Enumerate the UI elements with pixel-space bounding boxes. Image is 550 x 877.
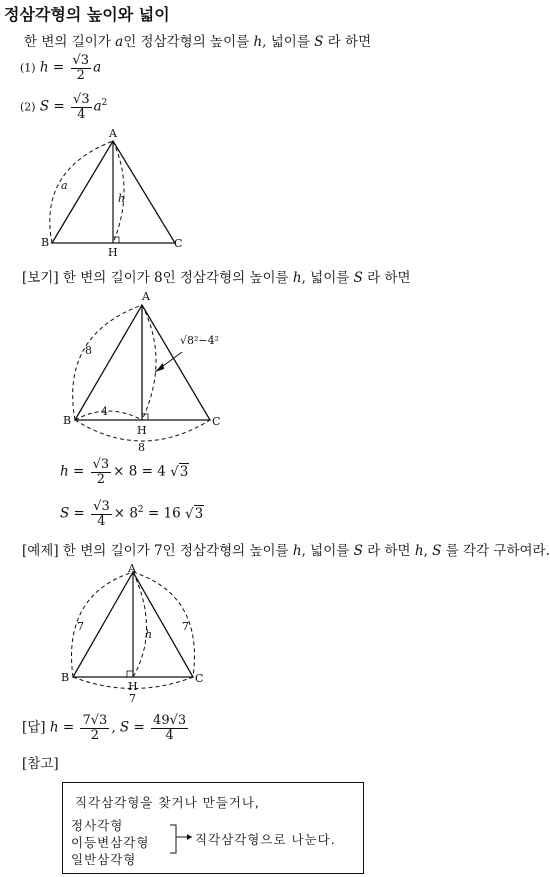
half-label: 4 <box>101 405 108 418</box>
note-item-square: 정사각형 <box>71 818 124 833</box>
foot-h-label: H <box>137 424 147 437</box>
page-title: 정삼각형의 높이와 넓이 <box>4 5 170 24</box>
base-label: 8 <box>138 441 145 454</box>
vertex-a-label: A <box>109 127 117 140</box>
vertex-b-label: B <box>61 671 70 684</box>
vertex-a-label: A <box>142 290 150 303</box>
right-side-label: 7 <box>182 620 189 633</box>
example-text: [보기] 한 변의 길이가 8인 정삼각형의 높이를 h, 넓이를 S 라 하면 <box>22 270 411 286</box>
height-label: h <box>145 628 153 641</box>
foot-h-label: H <box>128 680 138 693</box>
intro-text: 한 변의 길이가 a인 정삼각형의 높이를 h, 넓이를 S 라 하면 <box>24 34 372 50</box>
example-area-solution: S = $\frac{√3}{4}$ × $8^2 = 16$ √3 <box>60 499 204 529</box>
example-height-solution: h = $\frac{√3}{2}$ × 8 = 4 √3 <box>60 457 189 487</box>
vertex-b-label: B <box>63 414 72 427</box>
note-line1: 직각삼각형을 찾거나 만들거나, <box>75 795 260 810</box>
side-label: a <box>61 179 68 192</box>
right-angle-mark <box>127 671 133 677</box>
vertex-a-label: A <box>128 562 136 575</box>
foot-h-label: H <box>108 246 118 259</box>
vertex-b-label: B <box>41 236 50 249</box>
left-side-label: 7 <box>77 620 84 633</box>
vertex-c-label: C <box>174 237 183 250</box>
height-label: h <box>118 192 126 205</box>
answer-text: [답] h = $\frac{7√3}{2}$ , S = $\frac{49√3}{4}$ <box>22 713 187 743</box>
note-item-isosceles: 이등변삼각형 <box>71 835 150 850</box>
note-item-general: 일반삼각형 <box>71 852 137 867</box>
note-box <box>62 782 364 874</box>
exercise-text: [예제] 한 변의 길이가 7인 정삼각형의 높이를 h, 넓이를 S 라 하면 h, S 를 각각 구하여라. <box>22 543 550 559</box>
vertex-c-label: C <box>195 672 204 685</box>
formula-height: (1) h = $\frac{√3}{2}$ a <box>20 53 102 83</box>
bracket-arrow-icon <box>168 823 198 863</box>
note-tag: [참고] <box>22 756 59 772</box>
formula-area: (2) S = $\frac{√3}{4}$ $a^2$ <box>20 92 108 122</box>
vertex-c-label: C <box>212 415 221 428</box>
side-label: 8 <box>85 344 92 357</box>
root-label: √8²−4² <box>180 334 220 347</box>
base-label: 7 <box>129 692 136 705</box>
note-result: 직각삼각형으로 나눈다. <box>195 832 336 847</box>
height-arc <box>133 572 147 677</box>
